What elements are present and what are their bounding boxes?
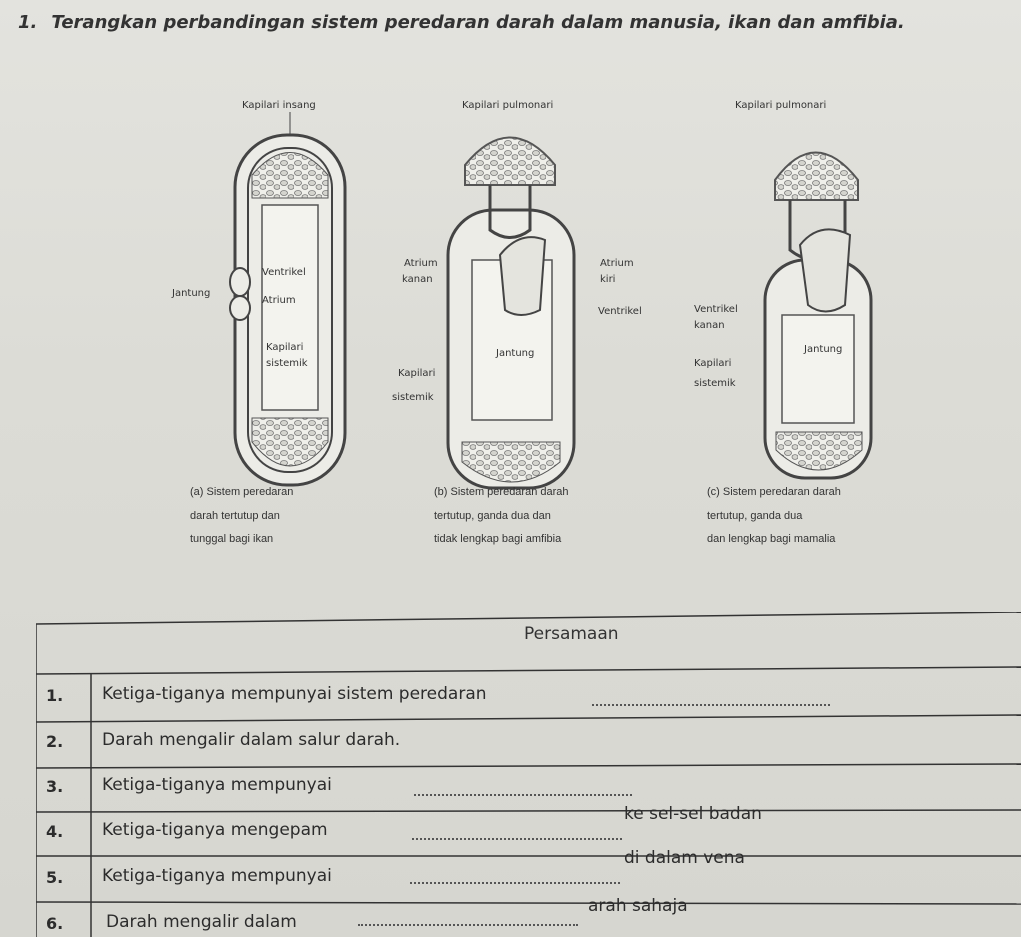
row-4-text: Ketiga-tiganya mengepam	[102, 820, 328, 840]
row-2-number: 2.	[46, 732, 64, 751]
row-4-number: 4.	[46, 822, 64, 841]
row-5-number: 5.	[46, 868, 64, 887]
row-6-number: 6.	[46, 914, 64, 933]
fish-label-capillary2: sistemik	[266, 358, 308, 369]
fish-label-top: Kapilari insang	[242, 100, 316, 111]
mammal-label-heart: Jantung	[804, 344, 843, 355]
mammal-caption-3: dan lengkap bagi mamalia	[707, 533, 836, 545]
fish-label-capillary: Kapilari	[266, 342, 304, 353]
mammal-label-top: Kapilari pulmonari	[735, 100, 827, 111]
fish-label-heart: Jantung	[172, 288, 211, 299]
diagram-fish	[171, 100, 345, 545]
question-number: 1.	[18, 12, 38, 33]
circulatory-diagrams	[0, 70, 1021, 550]
amph-caption-1: (b) Sistem peredaran darah	[434, 486, 569, 498]
amph-caption-3: tidak lengkap bagi amfibia	[434, 533, 562, 545]
table-header: Persamaan	[524, 624, 619, 644]
amph-label-heart: Jantung	[496, 348, 535, 359]
amph-label-atrium-right-1: Atrium	[404, 258, 438, 269]
row-1-number: 1.	[46, 686, 64, 705]
amph-label-atrium-left-1: Atrium	[600, 258, 634, 269]
row-6-text: Darah mengalir dalam	[106, 912, 297, 932]
row-1-blank[interactable]	[592, 704, 830, 706]
amph-label-ventricle: Ventrikel	[598, 306, 642, 317]
row-3-number: 3.	[46, 777, 64, 796]
row-6-after: arah sahaja	[588, 896, 688, 916]
row-5-blank[interactable]	[410, 882, 620, 884]
mammal-caption-1: (c) Sistem peredaran darah	[707, 486, 841, 498]
row-5-after: di dalam vena	[624, 848, 745, 868]
row-3-blank[interactable]	[414, 794, 632, 796]
amph-label-top: Kapilari pulmonari	[462, 100, 554, 111]
fish-label-ventricle: Ventrikel	[262, 267, 306, 278]
amph-label-atrium-left-2: kiri	[600, 274, 616, 285]
row-4-after: ke sel-sel badan	[624, 804, 762, 824]
question-1	[18, 12, 905, 33]
row-2-text: Darah mengalir dalam salur darah.	[102, 730, 401, 750]
mammal-caption-2: tertutup, ganda dua	[707, 510, 803, 522]
fish-label-atrium: Atrium	[262, 295, 296, 306]
row-5-text: Ketiga-tiganya mempunyai	[102, 866, 332, 886]
amph-label-atrium-right-2: kanan	[402, 274, 433, 285]
fish-caption-3: tunggal bagi ikan	[190, 533, 274, 545]
mammal-label-ventricle-2: kanan	[694, 320, 725, 331]
row-3-text: Ketiga-tiganya mempunyai	[102, 775, 332, 795]
row-4-blank[interactable]	[412, 838, 622, 840]
diagram-mammal	[694, 100, 871, 545]
fish-caption-2: darah tertutup dan	[190, 510, 280, 522]
row-1-text: Ketiga-tiganya mempunyai sistem peredaran	[102, 684, 487, 704]
fish-caption-1: (a) Sistem peredaran	[190, 486, 294, 498]
amph-caption-2: tertutup, ganda dua dan	[434, 510, 551, 522]
amph-label-capillary-1: Kapilari	[398, 368, 436, 379]
row-6-blank[interactable]	[358, 924, 578, 926]
amph-label-capillary-2: sistemik	[392, 392, 434, 403]
mammal-label-capillary-1: Kapilari	[694, 358, 732, 369]
diagram-amphibian	[392, 100, 642, 545]
mammal-label-ventricle-1: Ventrikel	[694, 304, 738, 315]
question-text: Terangkan perbandingan sistem peredaran darah dalam manusia, ikan dan amfibia.	[51, 12, 905, 33]
mammal-label-capillary-2: sistemik	[694, 378, 736, 389]
